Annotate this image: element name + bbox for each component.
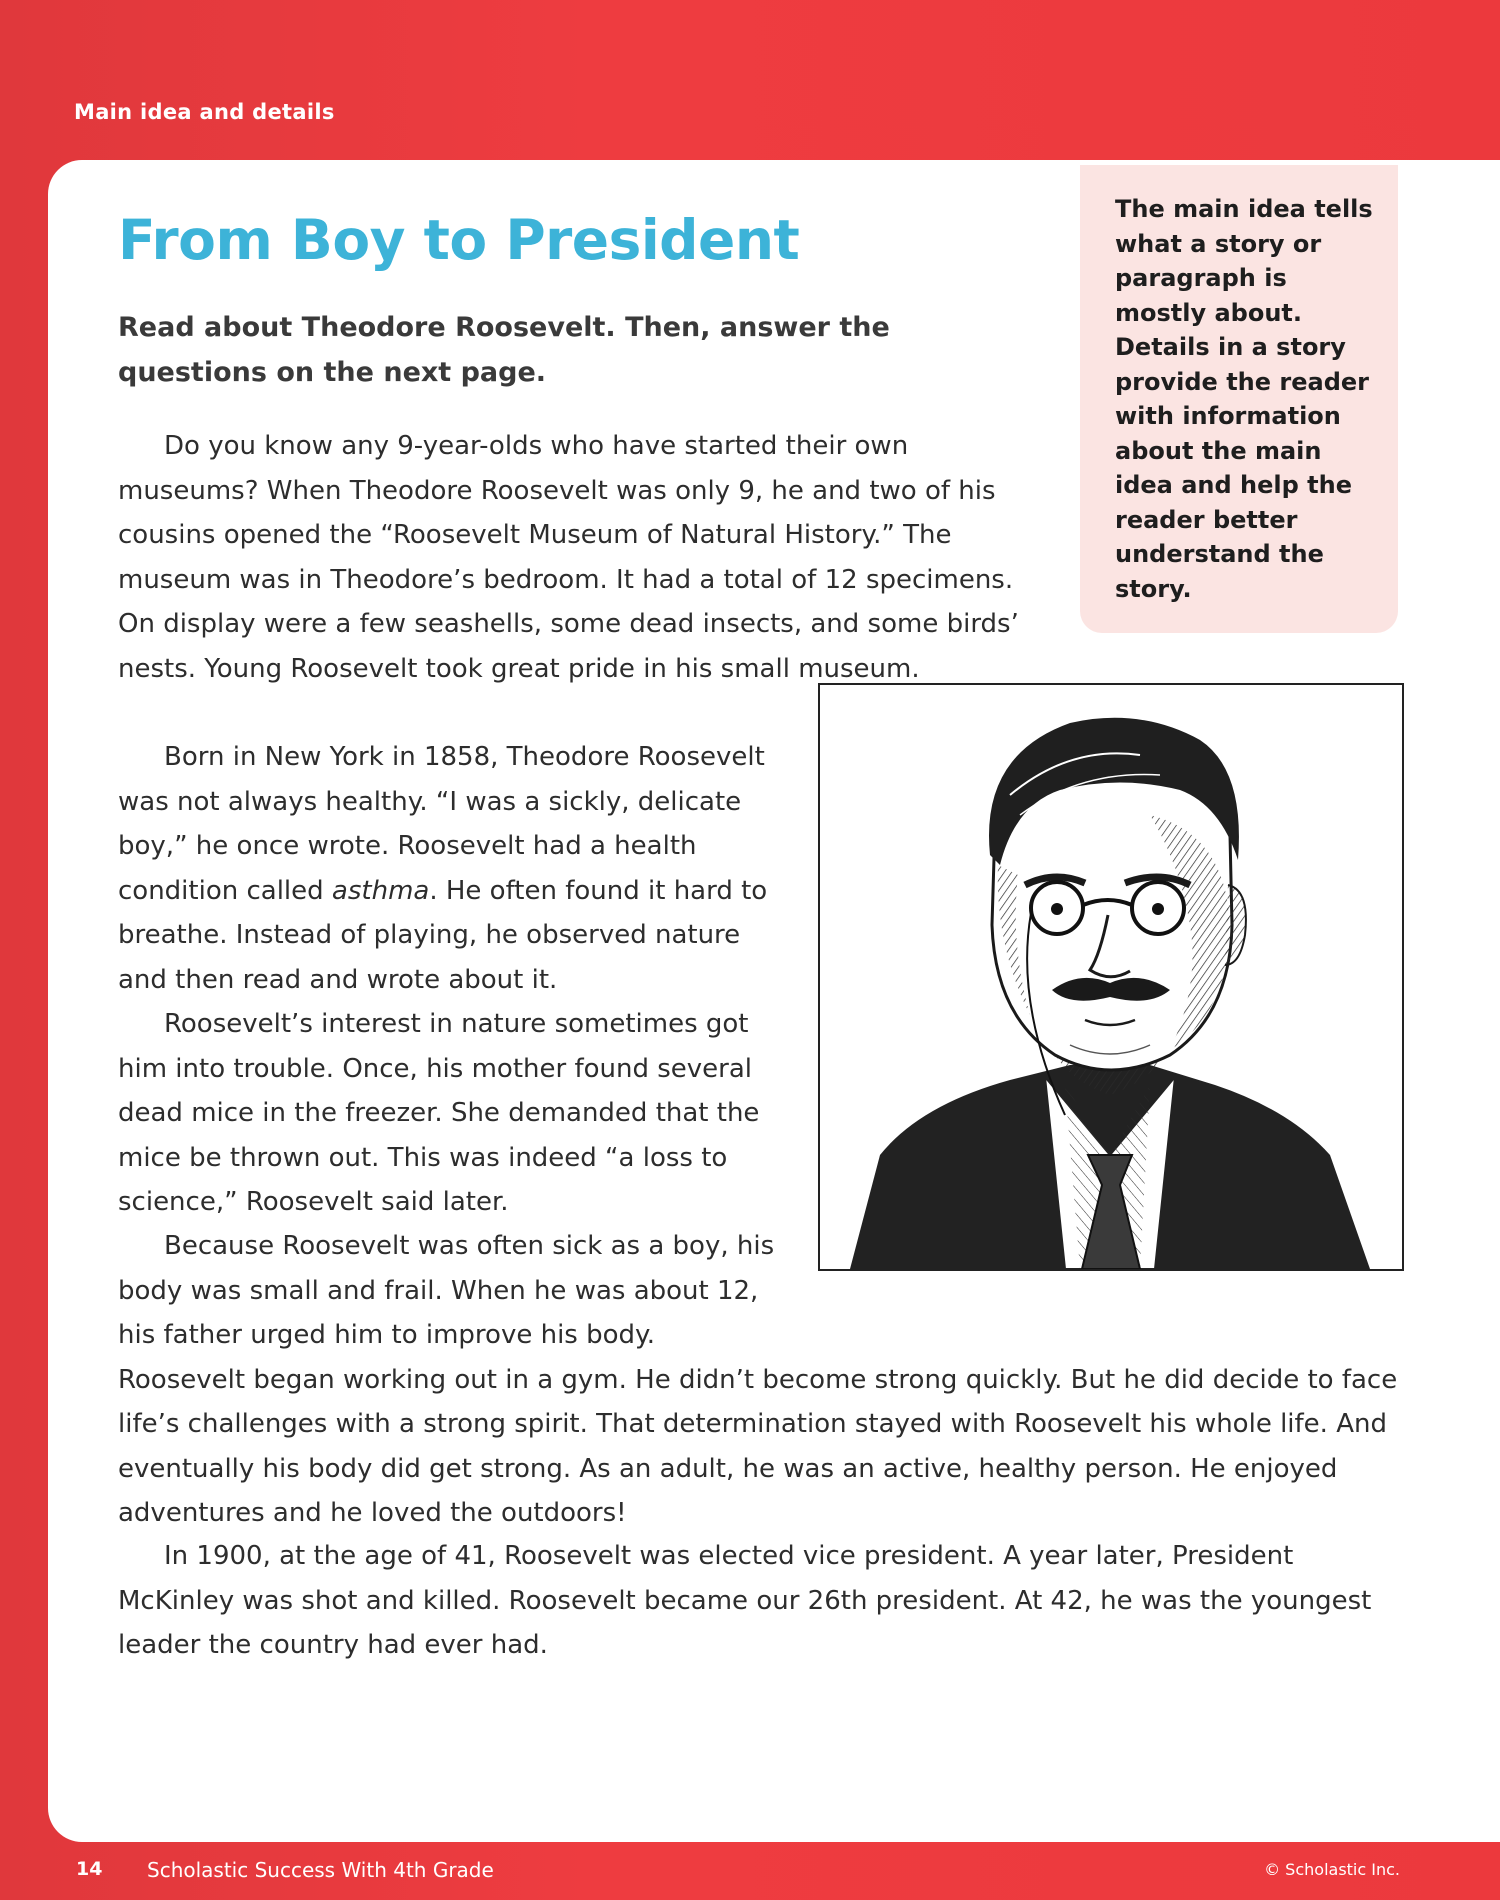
tip-term-details: Details [1115,333,1210,361]
page-number: 14 [76,1858,103,1880]
copyright: © Scholastic Inc. [1264,1860,1400,1879]
paragraph-2-text: . He often found it hard to breathe. Instead of playing, he observed nature and then read and wrote about it. [118,875,768,995]
paragraph-5: In 1900, at the age of 41, Roosevelt was elected vice president. A year later, President McKinley was shot and killed. Roosevelt became our 26th president. At 42, he was the youngest leader the country had ever had. [118,1541,1372,1660]
paragraph-4-text: Roosevelt began working out in a gym. He didn’t become strong quickly. But he did decide to face life’s challenges with a strong spirit. That determination stayed with Roosevelt his whole life. And eventually his body did get strong. As an adult, he was an active, healthy person. He enjoyed adventures and he loved the outdoors! [118,1364,1398,1528]
tip-text-part: The [1115,195,1174,223]
paragraph-4-text: Because Roosevelt was often sick as a boy, his body was small and frail. When he was about 12, his father urged him to improve his body. [118,1231,775,1350]
tip-text [1115,192,1385,606]
book-title: Scholastic Success With 4th Grade [147,1858,494,1882]
term-asthma: asthma [331,875,430,906]
tip-text-part: tells what a story or paragraph is mostly about. [1115,195,1373,327]
tip-term-main-idea: main idea [1173,195,1306,223]
paragraph-2 [118,735,778,1002]
portrait-illustration-icon [820,685,1402,1269]
section-label: Main idea and details [74,100,335,124]
page-title: From Boy to President [118,208,800,272]
paragraph-2-text: Born in New York in 1858, Theodore Roosevelt was not always healthy. “I was a sickly, delicate boy,” he once wrote. Roosevelt had a health condition called [118,742,765,906]
roosevelt-portrait [818,683,1404,1271]
paragraph-3: Roosevelt’s interest in nature sometimes got him into trouble. Once, his mother found several dead mice in the freezer. She demanded that the mice be thrown out. This was indeed “a loss to science,” Roosevelt said later. [118,1009,760,1217]
tip-text-part: in a story provide the reader with information about the main idea and help the reader better understand the story. [1115,333,1369,603]
paragraph-1: Do you know any 9-year-olds who have started their own museums? When Theodore Roosevelt was only 9, he and two of his cousins opened the “Roosevelt Museum of Natural History.” The museum was in Theodore’s bedroom. It had a total of 12 specimens. On display were a few seashells, some dead insects, and some birds’ nests. Young Roosevelt took great pride in his small museum. [118,431,1019,684]
instructions: Read about Theodore Roosevelt. Then, answer the questions on the next page. [118,312,890,388]
